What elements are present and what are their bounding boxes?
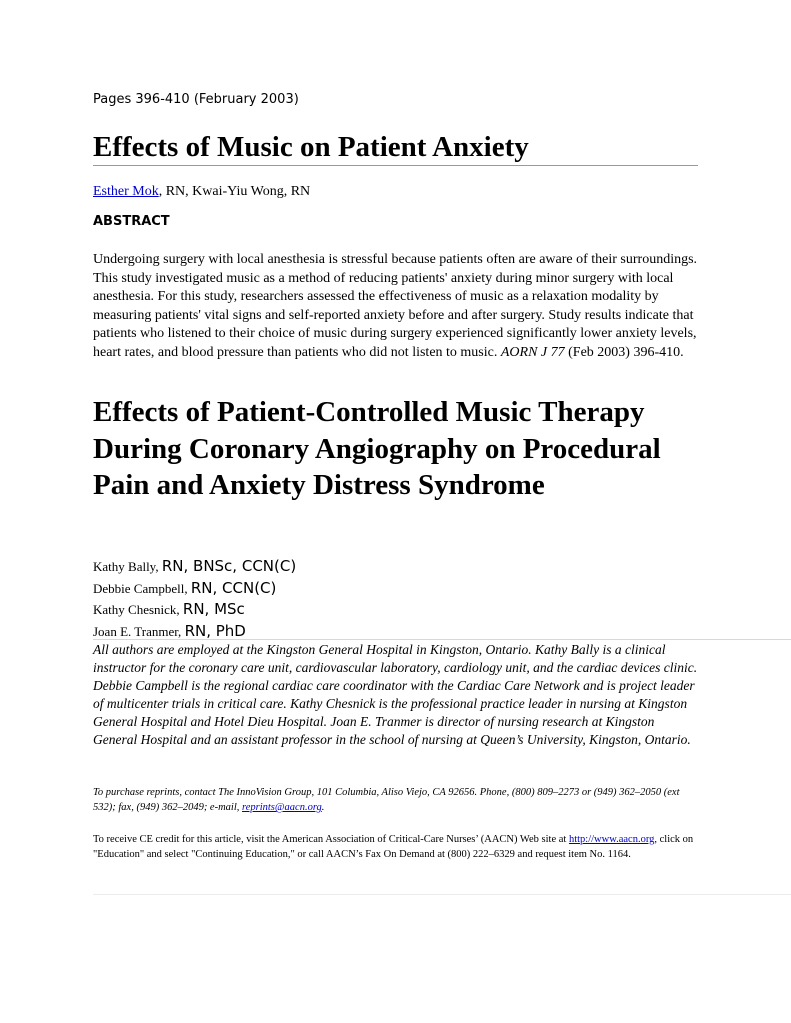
author-bio: All authors are employed at the Kingston General Hospital in Kingston, Ontario. Kathy Bally is a clinical instructor for the coronary care unit, cardiovascular laboratory, cardiology unit, and the cardiac devices clinic. Debbie Campbell is the regional cardiac care coordinator with the Cardiac Care Network and is project leader of multicenter trials in critical care. Kathy Chesnick is the professional practice leader in nursing at Kingston General Hospital and Hotel Dieu Hospital. Joan E. Tranmer is director of nursing research at Kingston General Hospital and an assistant professor in the school of nursing at Queen’s University, Kingston, Ontario. — [93, 642, 698, 747]
article-title-music-anxiety: Effects of Music on Patient Anxiety — [93, 130, 698, 166]
pages-info: Pages 396-410 (February 2003) — [93, 92, 299, 107]
author-row — [93, 556, 296, 578]
author-credentials: RN, PhD — [184, 621, 246, 640]
ce-text-2: , click on "Education" and select "Continuing Education," or call AACN’s Fax On Demand at (800) 222–6329 and request item No. 1164. — [93, 834, 694, 860]
ce-credit-info — [93, 832, 699, 862]
abstract-text — [93, 251, 699, 362]
aacn-website-link[interactable]: http://www.aacn.org — [568, 834, 655, 845]
citation-rest: (Feb 2003) 396-410. — [564, 344, 684, 360]
ce-text-1: To receive CE credit for this article, visit the American Association of Critical-Care Nurses’ (AACN) Web site at — [93, 834, 569, 845]
reprint-end: . — [321, 802, 325, 813]
abstract-heading: ABSTRACT — [93, 214, 170, 229]
author-credentials: RN, CCN(C) — [190, 578, 277, 597]
author-name: Kathy Bally, — [93, 559, 162, 574]
reprint-info — [93, 785, 699, 815]
reprint-text: To purchase reprints, contact The InnoVision Group, 101 Columbia, Aliso Viejo, CA 92656. Phone, (800) 809–2273 or (949) 362–2050 (ext 532); fax, (949) 362–2049; e-mail, — [93, 787, 680, 813]
author-credentials: RN, MSc — [182, 600, 245, 618]
article1-authors — [93, 184, 310, 200]
reprint-email-link[interactable]: reprints@aacn.org — [242, 802, 322, 813]
divider — [93, 639, 791, 640]
author-row — [93, 578, 296, 600]
author-name: Joan E. Tranmer, — [93, 623, 185, 639]
article-title-music-therapy-angiography: Effects of Patient-Controlled Music Therapy During Coronary Angiography on Procedural Pain and Anxiety Distress Syndrome — [93, 396, 661, 501]
author-list — [93, 556, 296, 642]
authors-rest: , RN, Kwai-Yiu Wong, RN — [158, 184, 311, 199]
author-link-esther-mok[interactable]: Esther Mok — [93, 184, 159, 199]
abstract-body: Undergoing surgery with local anesthesia is stressful because patients often are aware of their surroundings. This study investigated music as a method of reducing patients' anxiety during minor surgery with local anesthesia. For this study, researchers assessed the effectiveness of music as a relaxation modality by measuring patients' vital signs and self-reported anxiety before and after surgery. Study results indicate that patients who listened to their choice of music during surgery experienced significantly lower anxiety levels, heart rates, and blood pressure than patients who did not listen to music. — [93, 252, 698, 360]
author-credentials: RN, BNSc, CCN(C) — [161, 557, 297, 575]
author-row — [93, 599, 296, 621]
citation-journal: AORN J 77 — [500, 344, 565, 360]
footer-divider — [93, 894, 791, 895]
author-name: Debbie Campbell, — [93, 580, 191, 596]
author-name: Kathy Chesnick, — [93, 602, 183, 617]
